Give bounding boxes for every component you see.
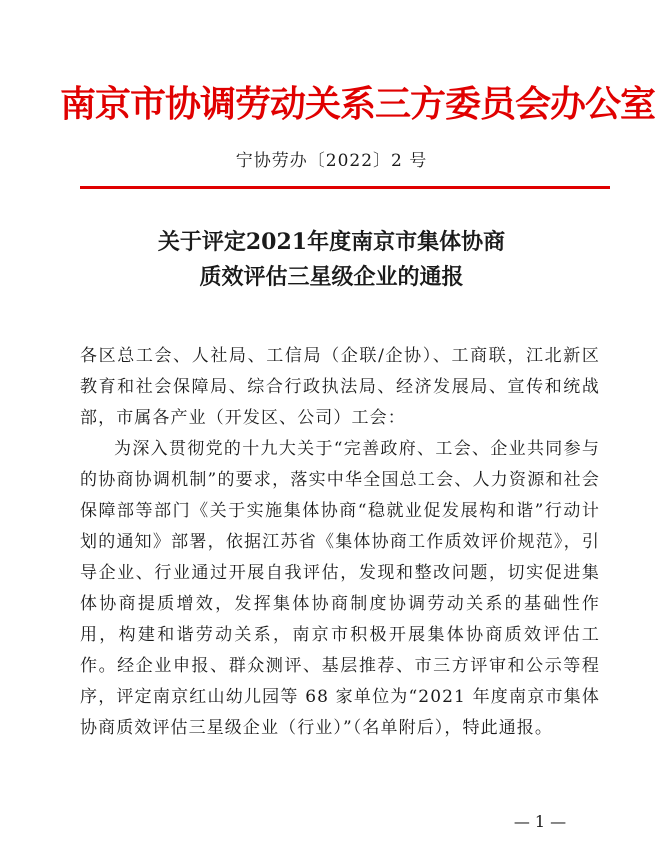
red-separator-line xyxy=(80,186,610,189)
document-title-line-2: 质效评估三星级企业的通报 xyxy=(199,264,464,290)
issuing-organization-header: 南京市协调劳动关系三方委员会办公室 xyxy=(60,83,656,125)
recipients-paragraph: 各区总工会、人社局、工信局（企联/企协）、工商联，江北新区教育和社会保障局、综合行政执法局、经济发展局、宣传和统战部，市属各产业（开发区、公司）工会： xyxy=(80,346,600,428)
document-title-line-1: 关于评定2021年度南京市集体协商 xyxy=(157,229,506,255)
document-title xyxy=(0,225,663,295)
page-number: — 1 — xyxy=(513,812,567,831)
document-number: 宁协劳办〔2022〕2 号 xyxy=(235,151,428,171)
body-paragraph: 为深入贯彻党的十九大关于“完善政府、工会、企业共同参与的协商协调机制”的要求，落实中华全国总工会、人力资源和社会保障部等部门《关于实施集体协商“稳就业促发展构和谐”行动计划的通知》部署，依据江苏省《集体协商工作质效评价规范》，引导企业、行业通过开展自我评估，发现和整改问题，切实促进集体协商提质增效，发挥集体协商制度协调劳动关系的基础性作用，构建和谐劳动关系，南京市积极开展集体协商质效评估工作。经企业申报、群众测评、基层推荐、市三方评审和公示等程序，评定南京红山幼儿园等 68 家单位为“2021 年度南京市集体协商质效评估三星级企业（行业）”（名单附后），特此通报。 xyxy=(80,439,600,738)
